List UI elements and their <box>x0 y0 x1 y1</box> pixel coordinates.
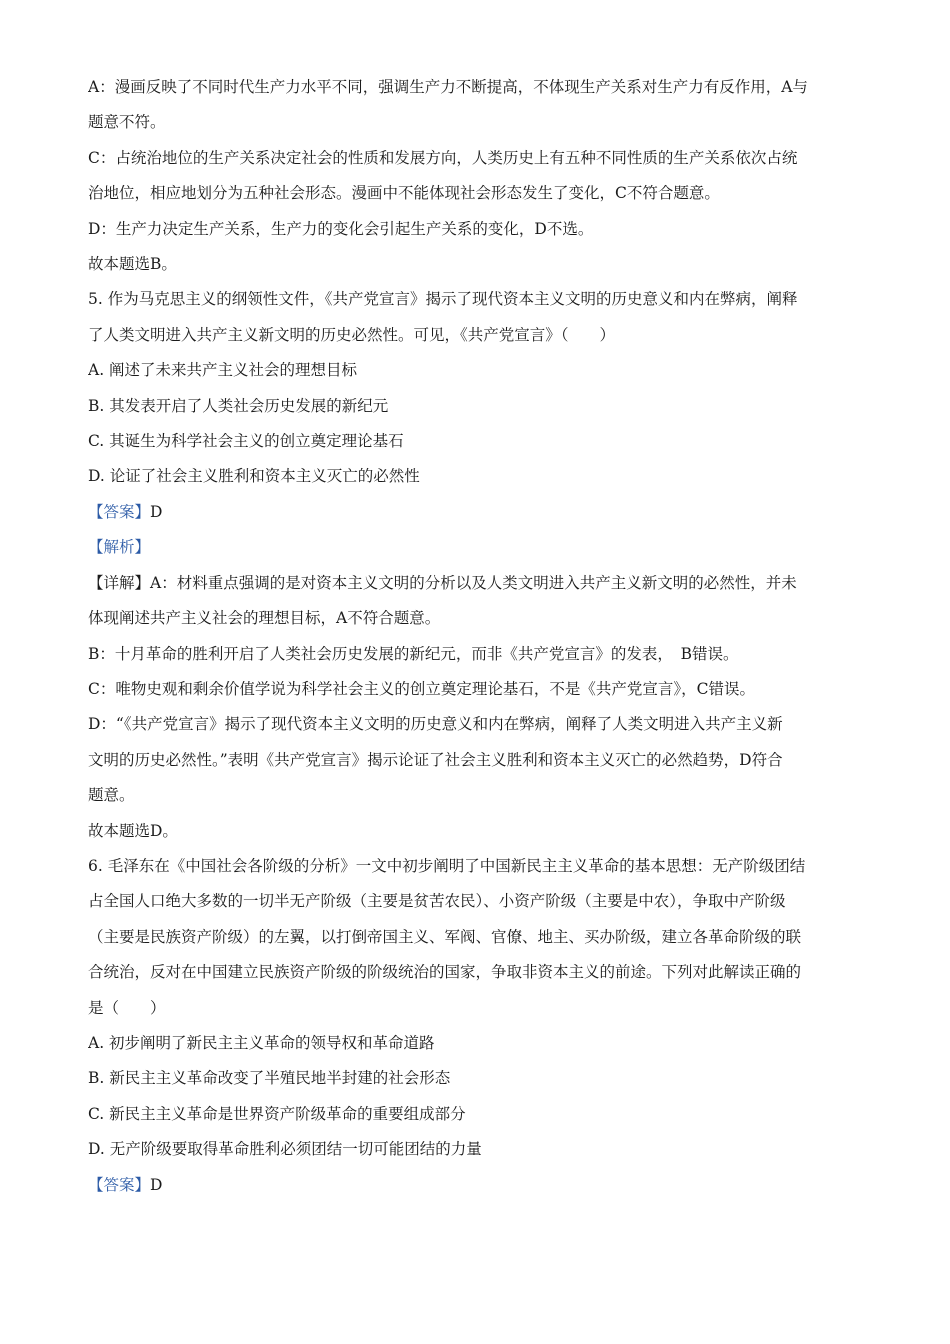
text-line <box>88 70 860 105</box>
line-text: A. 初步阐明了新民主主义革命的领导权和革命道路 <box>88 1033 435 1052</box>
text-line <box>88 672 860 707</box>
line-text: C. 新民主主义革命是世界资产阶级革命的重要组成部分 <box>88 1104 466 1123</box>
line-text: 故本题选D。 <box>88 821 178 840</box>
line-text: 6. 毛泽东在《中国社会各阶级的分析》一文中初步阐明了中国新民主主义革命的基本思想：无产阶级团结 <box>88 856 806 875</box>
line-text: 体现阐述共产主义社会的理想目标，A不符合题意。 <box>88 609 441 628</box>
text-line <box>88 1097 860 1132</box>
line-text: 【详解】A：材料重点强调的是对资本主义文明的分析以及人类文明进入共产主义新文明的必然性，并未 <box>88 573 797 592</box>
line-text: D：“《共产党宣言》揭示了现代资本主义文明的历史意义和内在弊病，阐释了人类文明进入共产主义新 <box>88 715 783 734</box>
section-tag: 【解析】 <box>88 538 151 557</box>
text-line <box>88 1168 860 1203</box>
text-line <box>88 707 860 742</box>
line-text: 占全国人口绝大多数的一切半无产阶级（主要是贫苦农民）、小资产阶级（主要是中农），争取中产阶级 <box>88 892 786 911</box>
text-line <box>88 495 860 530</box>
text-line <box>88 212 860 247</box>
text-line <box>88 1026 860 1061</box>
line-text: D <box>150 1175 163 1194</box>
line-text: D. 论证了社会主义胜利和资本主义灭亡的必然性 <box>88 467 420 486</box>
text-line <box>88 282 860 317</box>
text-line <box>88 530 860 565</box>
text-line <box>88 566 860 601</box>
text-line <box>88 637 860 672</box>
text-line <box>88 424 860 459</box>
text-line <box>88 176 860 211</box>
line-text: D <box>150 502 163 521</box>
text-line <box>88 884 860 919</box>
line-text: B：十月革命的胜利开启了人类社会历史发展的新纪元，而非《共产党宣言》的发表， B错误。 <box>88 644 739 663</box>
line-text: B. 其发表开启了人类社会历史发展的新纪元 <box>88 396 389 415</box>
text-line <box>88 743 860 778</box>
line-text: D：生产力决定生产关系，生产力的变化会引起生产关系的变化，D不选。 <box>88 219 594 238</box>
text-line <box>88 1061 860 1096</box>
line-text: 合统治，反对在中国建立民族资产阶级的阶级统治的国家，争取非资本主义的前途。下列对此解读正确的 <box>88 963 802 982</box>
text-line <box>88 601 860 636</box>
text-line <box>88 141 860 176</box>
text-line <box>88 105 860 140</box>
line-text: A. 阐述了未来共产主义社会的理想目标 <box>88 361 358 380</box>
text-line <box>88 318 860 353</box>
section-tag: 【答案】 <box>88 502 151 521</box>
line-text: 题意不符。 <box>88 113 166 132</box>
text-line <box>88 459 860 494</box>
text-line <box>88 778 860 813</box>
text-line <box>88 849 860 884</box>
line-text: 5. 作为马克思主义的纲领性文件，《共产党宣言》揭示了现代资本主义文明的历史意义和内在弊病，阐释 <box>88 290 798 309</box>
text-line <box>88 920 860 955</box>
line-text: B. 新民主主义革命改变了半殖民地半封建的社会形态 <box>88 1069 451 1088</box>
text-line <box>88 353 860 388</box>
line-text: C：占统治地位的生产关系决定社会的性质和发展方向，人类历史上有五种不同性质的生产关系依次占统 <box>88 148 798 167</box>
line-text: （主要是民族资产阶级）的左翼，以打倒帝国主义、军阀、官僚、地主、买办阶级，建立各革命阶级的联 <box>88 927 802 946</box>
line-text: A：漫画反映了不同时代生产力水平不同，强调生产力不断提高，不体现生产关系对生产力有反作用，A与 <box>88 78 808 96</box>
line-text: C. 其诞生为科学社会主义的创立奠定理论基石 <box>88 432 404 451</box>
line-text: C：唯物史观和剩余价值学说为科学社会主义的创立奠定理论基石，不是《共产党宣言》，C错误。 <box>88 679 755 698</box>
text-line <box>88 955 860 990</box>
text-line <box>88 1132 860 1167</box>
text-line <box>88 814 860 849</box>
text-line <box>88 991 860 1026</box>
line-text: 文明的历史必然性。”表明《共产党宣言》揭示论证了社会主义胜利和资本主义灭亡的必然趋势，D符合 <box>88 750 783 769</box>
line-text: 了人类文明进入共产主义新文明的历史必然性。可见，《共产党宣言》（ ） <box>88 325 616 344</box>
line-text: D. 无产阶级要取得革命胜利必须团结一切可能团结的力量 <box>88 1140 482 1159</box>
section-tag: 【答案】 <box>88 1175 151 1194</box>
line-text: 题意。 <box>88 786 135 805</box>
text-line <box>88 247 860 282</box>
line-text: 治地位，相应地划分为五种社会形态。漫画中不能体现社会形态发生了变化，C不符合题意。 <box>88 184 720 203</box>
text-line <box>88 389 860 424</box>
line-text: 故本题选B。 <box>88 255 177 274</box>
line-text: 是（ ） <box>88 998 166 1017</box>
